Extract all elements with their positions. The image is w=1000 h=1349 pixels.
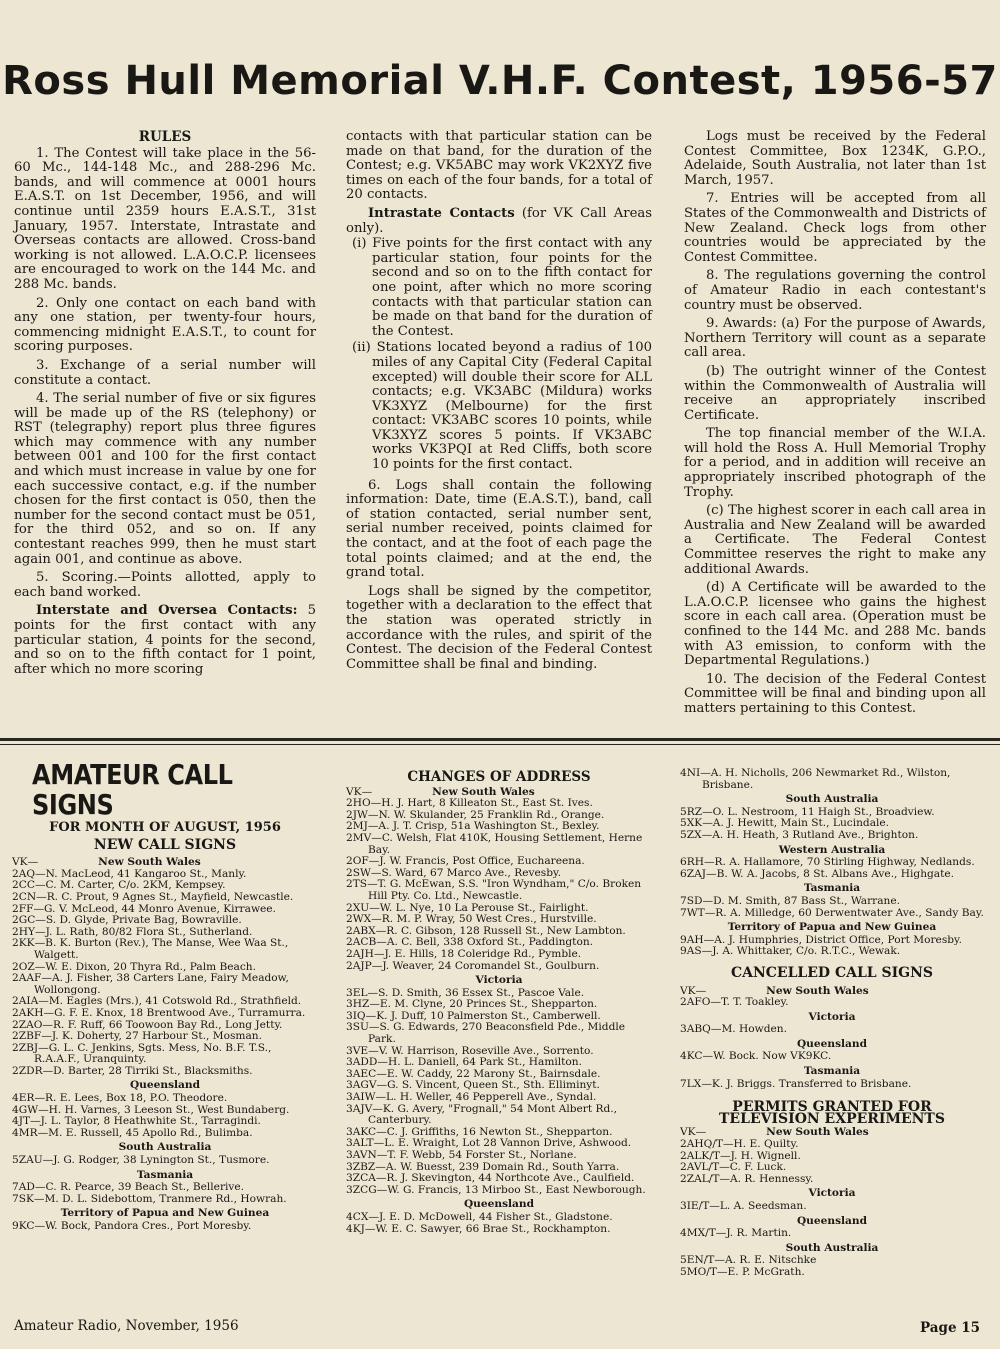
rule-paragraph: 4. The serial number of five or six figures will be made up of the RS (telephony) or RST (telegraphy) report plus three figures which may commence with any number between 001 and 100 for the first contact and which must increase in value by one for each successive contact, e.g. if the number chosen for the first contact is 050, then the number for the second contact must be 051, for the third 052, and so on. If any contestant reaches 999, then he must start again 001, and continue as above. bbox=[14, 391, 316, 567]
changes-png-list bbox=[680, 935, 984, 958]
new-tas-list bbox=[12, 1182, 318, 1205]
state-heading: Queensland bbox=[796, 1037, 868, 1050]
call-sign-entry: 2AIA—M. Eagles (Mrs.), 41 Cotswold Rd., Strathfield. bbox=[12, 995, 302, 1008]
call-sign-entry: 2ZBJ—G. L. C. Jenkins, Sgts. Mess, No. B.F. T.S., R.A.A.F., Uranquinty. bbox=[12, 1041, 272, 1066]
call-sign-entry: 2CC—C. M. Carter, C/o. 2KM, Kempsey. bbox=[12, 879, 226, 892]
state-heading: Victoria bbox=[475, 974, 523, 987]
call-sign-entry: 2AHQ/T—H. E. Quilty. bbox=[680, 1138, 799, 1151]
rule-paragraph: Logs must be received by the Federal Contest Committee, Box 1234K, G.P.O., Adelaide, South Australia, not later than 1st March, 1957. bbox=[684, 129, 986, 188]
call-sign-entry: 2HO—H. J. Hart, 8 Killeaton St., East St. Ives. bbox=[346, 797, 593, 810]
call-signs-column-2 bbox=[346, 770, 652, 1235]
call-sign-entry: 3AIW—L. H. Weller, 46 Pepperell Ave., Syndal. bbox=[346, 1091, 597, 1104]
call-sign-entry: 2MJ—A. J. T. Crisp, 51a Washington St., Bexley. bbox=[346, 820, 600, 833]
rules-column-1 bbox=[14, 130, 316, 681]
call-sign-entry: 2XU—W. L. Nye, 10 La Perouse St., Fairlight. bbox=[346, 901, 589, 914]
interstate-heading: Interstate and Oversea Contacts: bbox=[36, 603, 298, 619]
call-sign-entry: 3ZBZ—A. W. Buesst, 239 Domain Rd., South Yarra. bbox=[346, 1160, 620, 1173]
rule-paragraph: 5. Scoring.—Points allotted, apply to each band worked. bbox=[14, 570, 316, 600]
call-sign-entry: 4MX/T—J. R. Martin. bbox=[680, 1227, 792, 1240]
call-sign-entry: 3EL—S. D. Smith, 36 Essex St., Pascoe Vale. bbox=[346, 986, 585, 999]
call-sign-entry: 2ZAL/T—A. R. Hennessy. bbox=[680, 1172, 814, 1185]
call-sign-entry: 3AJV—K. G. Avery, "Frognall," 54 Mont Albert Rd., Canterbury. bbox=[346, 1102, 617, 1127]
call-sign-entry: 2OF—J. W. Francis, Post Office, Euchareena. bbox=[346, 855, 585, 868]
call-sign-entry: 3ZCA—R. J. Skevington, 44 Northcote Ave., Caulfield. bbox=[346, 1172, 635, 1185]
rules-column-2 bbox=[346, 130, 652, 676]
call-signs-month: FOR MONTH OF AUGUST, 1956 bbox=[49, 820, 281, 835]
call-sign-entry: 2AJH—J. E. Hills, 18 Coleridge Rd., Pymble. bbox=[346, 947, 582, 960]
footer-publication: Amateur Radio, November, 1956 bbox=[14, 1318, 239, 1334]
changes-vic-list bbox=[346, 988, 652, 1197]
state-heading: Western Australia bbox=[778, 843, 886, 856]
call-sign-entry: 3AVN—T. F. Webb, 54 Forster St., Norlane. bbox=[346, 1149, 577, 1161]
call-sign-entry: 3IE/T—L. A. Seedsman. bbox=[680, 1200, 807, 1212]
state-heading: South Australia bbox=[118, 1141, 212, 1154]
call-sign-entry: 3SU—S. G. Edwards, 270 Beaconsfield Pde., Middle Park. bbox=[346, 1021, 626, 1046]
rule-paragraph: The top financial member of the W.I.A. will hold the Ross A. Hull Memorial Trophy for a period, and in addition will receive an appropriately inscribed photograph of the Trophy. bbox=[684, 426, 986, 500]
call-sign-entry: 5ZX—A. H. Heath, 3 Rutland Ave., Brighton. bbox=[680, 828, 919, 841]
call-sign-entry: 3HZ—E. M. Clyne, 20 Princes St., Shepparton. bbox=[346, 998, 598, 1011]
call-sign-entry: 2HY—J. L. Rath, 80/82 Flora St., Sutherland. bbox=[12, 925, 253, 938]
call-sign-entry: 2AJP—J. Weaver, 24 Coromandel St., Goulburn. bbox=[346, 959, 600, 972]
changes-sa-list bbox=[680, 807, 984, 842]
call-sign-entry: 2GC—S. D. Glyde, Private Bag, Bowraville. bbox=[12, 914, 242, 927]
rule-paragraph: Logs shall be signed by the competitor, together with a declaration to the effect that the station was operated strictly in accordance with the rules, and spirit of the Contest. The decision of the Federal Contest Committee shall be final and binding. bbox=[346, 583, 652, 672]
call-sign-entry: 4KJ—W. E. C. Sawyer, 66 Brae St., Rockhampton. bbox=[346, 1222, 611, 1235]
call-sign-entry: 2FF—G. V. McLeod, 44 Monro Avenue, Kirrawee. bbox=[12, 902, 276, 915]
call-sign-entry: 4CX—J. E. D. McDowell, 44 Fisher St., Gladstone. bbox=[346, 1210, 613, 1223]
call-sign-entry: 2AFO—T. T. Toakley. bbox=[680, 996, 789, 1009]
permits-nsw-list bbox=[680, 1139, 984, 1185]
call-sign-entry: 2OZ—W. E. Dixon, 20 Thyra Rd., Palm Beach. bbox=[12, 960, 257, 973]
call-sign-entry: 6RH—R. A. Hallamore, 70 Stirling Highway, Nedlands. bbox=[680, 856, 975, 869]
cancelled-heading: CANCELLED CALL SIGNS bbox=[730, 964, 934, 981]
state-heading: Tasmania bbox=[803, 1065, 861, 1078]
call-sign-entry: 5ZAU—J. G. Rodger, 38 Lynington St., Tusmore. bbox=[12, 1154, 270, 1167]
vk-label: VK— bbox=[12, 856, 39, 869]
cancelled-tas-list bbox=[680, 1079, 984, 1091]
call-sign-entry: 5EN/T—A. R. E. Nitschke bbox=[680, 1254, 817, 1267]
call-sign-entry: 2KK—B. K. Burton (Rev.), The Manse, Wee Waa St., Walgett. bbox=[12, 937, 289, 961]
call-sign-entry: 7AD—C. R. Pearce, 39 Beach St., Bellerive. bbox=[12, 1181, 245, 1194]
rule-paragraph: (d) A Certificate will be awarded to the L.A.O.C.P. licensee who gains the highest score in each call area. (Operation must be confined to the 144 Mc. and 288 Mc. bands with A3 emission, to conform with the Departmental Regulations.) bbox=[684, 580, 986, 669]
permits-heading-2: TELEVISION EXPERIMENTS bbox=[719, 1110, 945, 1127]
call-sign-entry: 6ZAJ—B. W. A. Jacobs, 8 St. Albans Ave., Highgate. bbox=[680, 867, 955, 880]
cancelled-qld-list bbox=[680, 1051, 984, 1063]
call-sign-entry: 4NI—A. H. Nicholls, 206 Newmarket Rd., Wilston, Brisbane. bbox=[680, 767, 951, 791]
rule-paragraph: (c) The highest scorer in each call area in Australia and New Zealand will be awarded a Certificate. The Federal Contest Committee reserves the right to make any additional Awards. bbox=[684, 503, 986, 577]
call-sign-entry: 2AKH—G. F. E. Knox, 18 Brentwood Ave., Turramurra. bbox=[12, 1006, 306, 1019]
call-sign-entry: 4ER—R. E. Lees, Box 18, P.O. Theodore. bbox=[12, 1092, 228, 1105]
changes-heading: CHANGES OF ADDRESS bbox=[407, 769, 591, 785]
vk-label: VK— bbox=[346, 785, 373, 798]
state-heading: Territory of Papua and New Guinea bbox=[727, 921, 937, 934]
rule-paragraph bbox=[346, 207, 652, 236]
permits-sa-list bbox=[680, 1255, 984, 1278]
call-sign-entry: 4GW—H. H. Varnes, 3 Leeson St., West Bundaberg. bbox=[12, 1103, 290, 1116]
cancelled-nsw-list bbox=[680, 997, 984, 1009]
call-sign-entry: 5XK—A. J. Hewitt, Main St., Lucindale. bbox=[680, 817, 890, 830]
interstate-text: 5 points for the first contact with any particular station, 4 points for the second, and so on to the fifth contact for 1 point, after which no more scoring bbox=[14, 603, 316, 677]
changes-continued-list bbox=[680, 768, 984, 791]
call-sign-entry: 5MO/T—E. P. McGrath. bbox=[680, 1265, 805, 1278]
page-title: Ross Hull Memorial V.H.F. Contest, 1956-57 bbox=[2, 58, 998, 104]
state-heading: Victoria bbox=[808, 1010, 856, 1023]
vk-label: VK— bbox=[680, 1126, 707, 1139]
call-sign-entry: 7WT—R. A. Milledge, 60 Derwentwater Ave., Sandy Bay. bbox=[680, 906, 984, 919]
call-sign-entry: 3IQ—K. J. Duff, 10 Palmerston St., Camberwell. bbox=[346, 1009, 601, 1022]
call-sign-entry: 3ABQ—M. Howden. bbox=[680, 1023, 787, 1036]
new-nsw-list bbox=[12, 869, 318, 1078]
state-heading: Queensland bbox=[796, 1214, 868, 1227]
state-heading: Victoria bbox=[808, 1187, 856, 1200]
call-sign-entry: 5RZ—O. L. Nestroom, 11 Haigh St., Broadview. bbox=[680, 805, 935, 818]
call-sign-entry: 3AKC—C. J. Griffiths, 16 Newton St., Shepparton. bbox=[346, 1125, 613, 1138]
call-sign-entry: 2ALK/T—J. H. Wignell. bbox=[680, 1149, 801, 1162]
call-sign-entry: 3ALT—L. E. Wraight, Lot 28 Vannon Drive, Ashwood. bbox=[346, 1137, 632, 1150]
new-call-signs-heading: NEW CALL SIGNS bbox=[93, 836, 237, 853]
state-heading: New South Wales bbox=[432, 785, 535, 798]
call-sign-entry: 2ACB—A. C. Bell, 338 Oxford St., Paddington. bbox=[346, 936, 594, 949]
call-signs-column-3 bbox=[680, 768, 984, 1279]
new-qld-list bbox=[12, 1093, 318, 1139]
call-sign-entry: 2JW—N. W. Skulander, 25 Franklin Rd., Orange. bbox=[346, 808, 605, 821]
call-sign-entry: 9KC—W. Bock, Pandora Cres., Port Moresby. bbox=[12, 1220, 252, 1232]
call-sign-entry: 4KC—W. Bock. Now VK9KC. bbox=[680, 1050, 832, 1063]
cancelled-vic-list bbox=[680, 1024, 984, 1036]
rule-paragraph: 8. The regulations governing the control of Amateur Radio in each contestant's country must be observed. bbox=[684, 268, 986, 313]
rules-heading: RULES bbox=[138, 129, 192, 145]
state-heading: South Australia bbox=[785, 1241, 879, 1254]
call-signs-heading: AMATEUR CALL SIGNS bbox=[32, 758, 233, 821]
call-sign-entry: 2AQ—N. MacLeod, 41 Kangaroo St., Manly. bbox=[12, 867, 247, 880]
call-sign-entry: 2ZBF—J. K. Doherty, 27 Harbour St., Mosman. bbox=[12, 1030, 262, 1043]
call-sign-entry: 2MV—C. Welsh, Flat 410K, Housing Settlement, Herne Bay. bbox=[346, 831, 643, 856]
call-sign-entry: 7SK—M. D. L. Sidebottom, Tranmere Rd., Howrah. bbox=[12, 1192, 287, 1205]
section-divider bbox=[0, 738, 1000, 741]
rule-paragraph: contacts with that particular station can be made on that band, for the duration of the Contest; e.g. VK5ABC may work VK2XYZ five times on each of the four bands, for a total of 20 contacts. bbox=[346, 129, 652, 203]
rule-subitem: (i) Five points for the first contact with any particular station, four points for the second and so on to the fifth contact for one point, after which no more scoring contacts with that particular station can be made on that band for the duration of the Contest. bbox=[352, 236, 652, 339]
rule-paragraph: 1. The Contest will take place in the 56-60 Mc., 144-148 Mc., and 288-296 Mc. bands, and will commence at 0001 hours E.A.S.T. on 1st December, 1956, and will continue until 2359 hours E.A.S.T., 31st January, 1957. Interstate, Intrastate and Overseas contacts are allowed. Cross-band working is not allowed. L.A.O.C.P. licensees are encouraged to work on the 144 Mc. and 288 Mc. bands. bbox=[14, 145, 316, 292]
call-sign-entry: 2ZDR—D. Barter, 28 Tirriki St., Blacksmiths. bbox=[12, 1064, 253, 1077]
call-signs-column-1 bbox=[12, 760, 318, 1233]
rule-subitem: (ii) Stations located beyond a radius of 100 miles of any Capital City (Federal Capital excepted) will double their score for ALL contacts; e.g. VK3ABC (Mildura) works VK3XYZ (Melbourne) for the first contact: VK3ABC scores 10 points, while VK3XYZ scores 5 points. If VK3ABC works VK3PQI at Red Cliffs, both score 10 points for the first contact. bbox=[352, 340, 652, 473]
state-heading: South Australia bbox=[785, 793, 879, 806]
call-sign-entry: 2AVL/T—C. F. Luck. bbox=[680, 1161, 787, 1174]
footer-page-number: Page 15 bbox=[920, 1320, 981, 1336]
rule-paragraph: 6. Logs shall contain the following information: Date, time (E.A.S.T.), band, call of station contacted, serial number sent, serial number received, points claimed for the contact, and at the foot of each page the total points claimed; and at the end, the grand total. bbox=[346, 477, 652, 581]
call-sign-entry: 2ZAO—R. F. Ruff, 66 Toowoon Bay Rd., Long Jetty. bbox=[12, 1018, 283, 1031]
call-sign-entry: 2SW—S. Ward, 67 Marco Ave., Revesby. bbox=[346, 866, 561, 879]
call-sign-entry: 7SD—D. M. Smith, 87 Bass St., Warrane. bbox=[680, 894, 901, 907]
state-heading: New South Wales bbox=[98, 856, 201, 869]
call-sign-entry: 2CN—R. C. Prout, 9 Agnes St., Mayfield, Newcastle. bbox=[12, 890, 294, 903]
vk-label: VK— bbox=[680, 984, 707, 997]
call-sign-entry: 3ZCG—W. G. Francis, 13 Mirboo St., East Newborough. bbox=[346, 1183, 646, 1196]
rule-paragraph: 10. The decision of the Federal Contest Committee will be final and binding upon all matters pertaining to this Contest. bbox=[684, 671, 986, 716]
call-sign-entry: 3ADD—H. L. Daniell, 64 Park St., Hamilton. bbox=[346, 1056, 583, 1069]
call-sign-entry: 3VE—V. W. Harrison, Roseville Ave., Sorrento. bbox=[346, 1044, 594, 1057]
call-sign-entry: 9AH—A. J. Humphries, District Office, Port Moresby. bbox=[680, 933, 962, 946]
call-sign-entry: 3AGV—G. S. Vincent, Queen St., Sth. Elliminyt. bbox=[346, 1079, 600, 1092]
rule-paragraph bbox=[14, 604, 316, 677]
call-sign-entry: 7LX—K. J. Briggs. Transferred to Brisbane. bbox=[680, 1077, 912, 1090]
changes-nsw-list bbox=[346, 798, 652, 972]
call-sign-entry: 2TS—T. G. McEwan, S.S. "Iron Wyndham," C/o. Broken Hill Pty. Co. Ltd., Newcastle. bbox=[346, 878, 642, 902]
changes-qld-list bbox=[346, 1212, 652, 1235]
rule-paragraph: (b) The outright winner of the Contest within the Commonwealth of Australia will receive an appropriately inscribed Certificate. bbox=[684, 363, 986, 423]
state-heading: New South Wales bbox=[766, 984, 869, 997]
rule-paragraph: 2. Only one contact on each band with any one station, per twenty-four hours, commencing midnight E.A.S.T., to count for scoring purposes. bbox=[14, 295, 316, 355]
changes-wa-list bbox=[680, 857, 984, 880]
state-heading: Tasmania bbox=[136, 1168, 194, 1181]
call-sign-entry: 4MR—M. E. Russell, 45 Apollo Rd., Bulimba. bbox=[12, 1126, 253, 1139]
state-heading: Tasmania bbox=[803, 882, 861, 895]
intrastate-heading: Intrastate Contacts bbox=[368, 205, 515, 221]
intrastate-text: (for VK Call Areas only). bbox=[346, 205, 652, 236]
state-heading: Queensland bbox=[463, 1198, 535, 1211]
state-heading: Queensland bbox=[129, 1079, 201, 1092]
rule-paragraph: 9. Awards: (a) For the purpose of Awards, Northern Territory will count as a separate call area. bbox=[684, 316, 986, 361]
call-sign-entry: 2ABX—R. C. Gibson, 128 Russell St., New Lambton. bbox=[346, 924, 626, 937]
call-sign-entry: 9AS—J. A. Whittaker, C/o. R.T.C., Wewak. bbox=[680, 945, 901, 958]
section-divider-thin bbox=[0, 744, 1000, 745]
permits-vic-list bbox=[680, 1201, 984, 1213]
call-sign-entry: 4JT—J. L. Taylor, 8 Heathwhite St., Tarragindi. bbox=[12, 1115, 261, 1128]
new-sa-list bbox=[12, 1155, 318, 1167]
permits-heading-1: PERMITS GRANTED FOR bbox=[732, 1099, 932, 1116]
changes-tas-list bbox=[680, 896, 984, 919]
rule-paragraph: 3. Exchange of a serial number will constitute a contact. bbox=[14, 357, 316, 388]
state-heading: New South Wales bbox=[766, 1126, 869, 1139]
call-sign-entry: 2AAF—A. J. Fisher, 38 Carters Lane, Fairy Meadow, Wollongong. bbox=[12, 972, 289, 996]
state-heading: Territory of Papua and New Guinea bbox=[60, 1207, 270, 1220]
call-sign-entry: 2WX—R. M. P. Wray, 50 West Cres., Hurstville. bbox=[346, 913, 597, 926]
rule-paragraph: 7. Entries will be accepted from all States of the Commonwealth and Districts of New Zealand. Check logs from other countries would be appreciated by the Contest Committee. bbox=[684, 191, 986, 265]
new-png-list bbox=[12, 1221, 318, 1233]
call-sign-entry: 3AEC—E. W. Caddy, 22 Marony St., Bairnsdale. bbox=[346, 1067, 601, 1080]
permits-qld-list bbox=[680, 1228, 984, 1240]
rules-column-3 bbox=[684, 130, 986, 721]
